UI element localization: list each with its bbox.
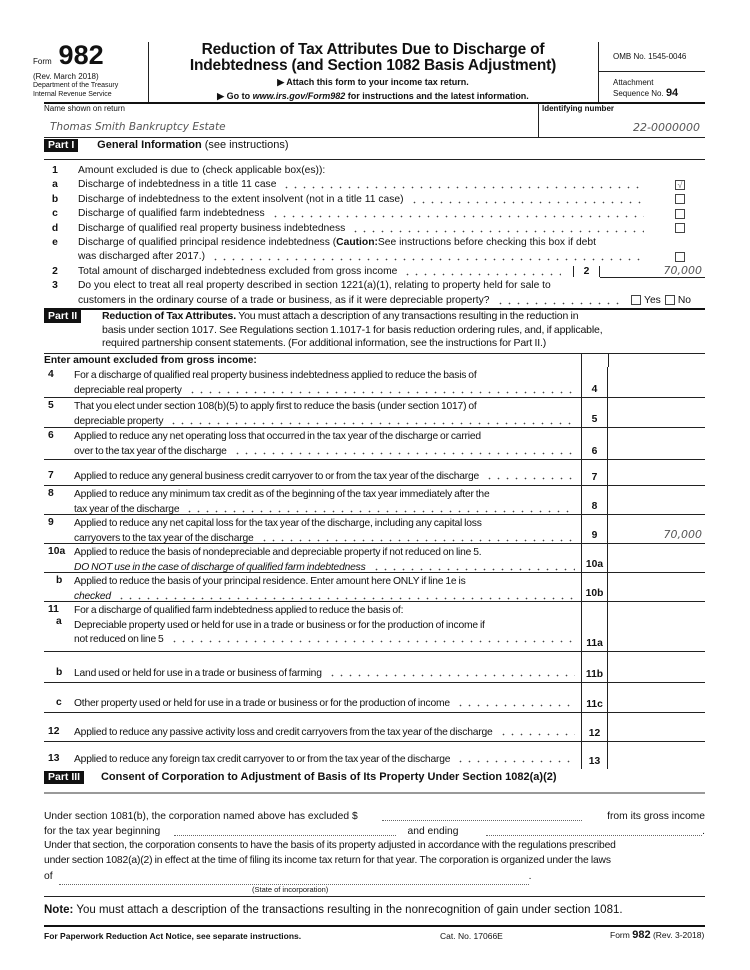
line-1 <box>44 163 705 178</box>
catalog-number: Cat. No. 17066E <box>440 931 503 941</box>
line-text: Applied to reduce any minimum tax credit as of the beginning of the tax year immediately after the <box>74 489 490 500</box>
line-letter: a <box>52 179 58 191</box>
part2-desc: You must attach a description of any transactions resulting in the reduction in <box>236 310 579 322</box>
line-9 <box>44 515 705 544</box>
line-text-cont: over to the tax year of the discharge <box>74 445 227 457</box>
sequence-number: 94 <box>665 87 679 99</box>
line-1e-cont <box>44 250 705 265</box>
attachment-seq <box>613 78 678 99</box>
form-title-block <box>148 42 598 102</box>
box-label: 8 <box>581 486 608 514</box>
line-text-cont: carryovers to the tax year of the discharge <box>74 532 254 544</box>
title-line-1: Reduction of Tax Attributes Due to Discharge of <box>201 41 545 58</box>
line-number: 6 <box>48 430 54 441</box>
line-2-amount[interactable]: 70,000 <box>600 264 705 278</box>
consent-text-4: under section 1082(a)(2) in effect at the time of filing its income tax return for that year. The corporation is organized under the laws <box>44 854 611 866</box>
line-text: Applied to reduce any net capital loss for the tax year of the discharge, including any capital loss <box>74 518 482 529</box>
line-2 <box>44 264 705 279</box>
part2-title: Reduction of Tax Attributes. <box>102 310 237 322</box>
line-text: Discharge of indebtedness in a title 11 case <box>78 179 277 191</box>
line-text-cont: not reduced on line 5 <box>74 634 164 645</box>
line-text: Discharge of indebtedness to the extent insolvent (not in a title 11 case) <box>78 193 404 205</box>
line-1b <box>44 192 705 207</box>
line-text: Depreciable property used or held for use in a trade or business or for the production of income if <box>74 619 485 631</box>
line-text: Amount excluded is due to (check applicable box(es)): <box>78 164 326 176</box>
excluded-amount-field[interactable] <box>382 810 582 821</box>
amount-field[interactable] <box>608 544 705 572</box>
irs: Internal Revenue Service <box>33 91 112 98</box>
line-text: That you elect under section 108(b)(5) to apply first to reduce the basis (under section 1017) of <box>74 401 477 412</box>
checkbox-1c[interactable] <box>675 209 685 219</box>
line-number: b <box>56 575 63 586</box>
state-caption: (State of incorporation) <box>252 884 329 894</box>
line-number: 11 <box>48 604 59 615</box>
line-3 <box>44 279 705 294</box>
line-10a <box>44 544 705 573</box>
no-label: No <box>677 294 691 306</box>
part1-note: (see instructions) <box>201 139 289 151</box>
line-number: c <box>56 697 62 708</box>
form-id-block <box>33 40 118 99</box>
box-label: 12 <box>581 713 608 741</box>
line-10b <box>44 573 705 602</box>
line-number: 5 <box>48 400 54 411</box>
line-text-cont: tax year of the discharge <box>74 503 180 515</box>
line-text: Applied to reduce any foreign tax credit carryover to or from the tax year of the discharge <box>74 754 451 765</box>
line-text: Applied to reduce any general business credit carryover to or from the tax year of the discharge <box>74 471 480 482</box>
box-label: 11b <box>581 652 608 682</box>
line-number: 7 <box>48 470 54 481</box>
attachment-label: Attachment <box>613 78 654 87</box>
box-label: 6 <box>581 428 608 459</box>
goto-post: for instructions and the latest information. <box>345 91 529 101</box>
checkbox-yes[interactable] <box>631 295 641 305</box>
part1-header <box>44 139 288 152</box>
checkbox-1d[interactable] <box>675 223 685 233</box>
consent-text-1b: from its gross income <box>607 811 705 822</box>
line-number: 9 <box>48 517 54 528</box>
line-number: 8 <box>48 488 54 499</box>
part2-desc-2: basis under section 1017. See Regulations section 1.1017-1 for basis reduction ordering rules, and, if applicable, <box>102 323 603 336</box>
footer-rev: (Rev. 3-2018) <box>652 930 705 940</box>
line-number: 13 <box>48 753 60 764</box>
yes-label: Yes <box>644 294 661 306</box>
part3-consent: Under section 1081(b), the corporation named above has excluded $ from its gross income for the tax year beginning and ending . Under that section, the corporation consents to have the basis of its property adjusted in accordance with the regulations prescribed under section 1082(a)(2) in effect at the time of filing its income tax return for that year. The corporation is organized under the laws of . (State of incorporation) <box>44 811 705 894</box>
amount-field[interactable] <box>608 683 705 712</box>
title-line-2: Indebtedness (and Section 1082 Basis Adjustment) <box>189 57 557 74</box>
line-11c <box>44 683 705 713</box>
part3-title: Consent of Corporation to Adjustment of Basis of Its Property Under Section 1082(a)(2) <box>100 771 557 783</box>
line-number: b <box>56 667 63 678</box>
line-letter: c <box>52 208 58 220</box>
line-text-cont: checked <box>74 590 111 602</box>
amount-field[interactable] <box>608 398 705 427</box>
line-number: 2 <box>52 265 58 277</box>
line-5 <box>44 398 705 428</box>
part2-label: Part II <box>44 310 81 323</box>
checkbox-1b[interactable] <box>675 194 685 204</box>
line-text: For a discharge of qualified real property business indebtedness applied to reduce the basis of <box>74 370 477 381</box>
line-11a <box>44 602 705 652</box>
department: Department of the Treasury <box>33 82 119 89</box>
tax-year-end-field[interactable] <box>486 825 702 836</box>
line-1e <box>44 235 705 250</box>
line-letter: e <box>52 236 58 248</box>
and-ending-label: and ending <box>407 825 459 837</box>
line-letter: d <box>51 222 59 234</box>
footer-form-number: 982 <box>632 929 651 941</box>
revision: (Rev. March 2018) <box>33 72 99 81</box>
amount-field[interactable] <box>608 460 705 485</box>
note-text: You must attach a description of the transactions resulting in the nonrecognition of gain under section 1081. <box>73 904 623 916</box>
line-text-intro: For a discharge of qualified farm indebtedness applied to reduce the basis of: <box>74 605 404 616</box>
box-label: 5 <box>581 398 608 427</box>
note <box>44 904 623 916</box>
line-text: Total amount of discharged indebtedness excluded from gross income <box>78 265 398 277</box>
enter-amount-label: Enter amount excluded from gross income: <box>44 355 257 366</box>
line-7 <box>44 460 705 486</box>
box-label: 11a <box>581 602 608 651</box>
line-1a <box>44 178 705 193</box>
box-label: 9 <box>581 515 608 543</box>
line-6 <box>44 428 705 460</box>
box-label: 11c <box>581 683 608 712</box>
amount-field[interactable] <box>608 573 705 601</box>
consent-text-2: for the tax year beginning <box>44 825 161 837</box>
line-text: Discharge of qualified principal residence indebtedness ( <box>78 236 337 248</box>
amount-field[interactable] <box>608 428 705 459</box>
omb-number: OMB No. 1545-0046 <box>613 52 687 61</box>
checkbox-1e[interactable] <box>675 252 685 262</box>
name-label: Name shown on return <box>44 104 125 113</box>
caution-label: Caution: <box>336 236 378 248</box>
checkbox-no[interactable] <box>665 295 675 305</box>
line-11b <box>44 652 705 683</box>
form-word: Form <box>33 57 52 66</box>
line-8 <box>44 486 705 515</box>
line-text: Do you elect to treat all real property described in section 1221(a)(1), relating to property held for sale to <box>78 280 551 292</box>
part3-label: Part III <box>44 771 84 784</box>
box-label: 10b <box>581 573 608 601</box>
line-letter: a <box>56 616 62 627</box>
amount-field[interactable] <box>608 652 705 682</box>
checkbox-1a[interactable]: √ <box>675 180 685 190</box>
line-1c <box>44 207 705 222</box>
box-label: 7 <box>581 460 608 485</box>
line-number: 10a <box>48 546 66 557</box>
name-field[interactable]: Thomas Smith Bankruptcy Estate <box>50 121 226 133</box>
part3-header <box>44 771 557 784</box>
box-label: 10a <box>581 544 608 572</box>
line-12 <box>44 713 705 742</box>
line-text-cont: DO NOT use in the case of discharge of qualified farm indebtedness <box>74 561 366 573</box>
line-text-cont: See instructions before checking this box if debt <box>377 236 596 248</box>
of-label: of <box>44 871 53 882</box>
attach-instruction: ▶ Attach this form to your income tax return. <box>277 77 469 87</box>
state-field[interactable] <box>59 874 529 885</box>
footer-form-id <box>610 929 704 941</box>
line-1d <box>44 221 705 236</box>
tax-year-begin-field[interactable] <box>174 825 396 836</box>
line-text: Discharge of qualified farm indebtedness <box>78 208 265 220</box>
line-text: was discharged after 2017.) <box>78 251 206 263</box>
line-text-cont: depreciable real property <box>74 384 182 396</box>
id-field[interactable]: 22-0000000 <box>633 121 700 134</box>
box-label: 2 <box>573 266 600 277</box>
amount-field[interactable] <box>608 367 705 397</box>
box-label: 4 <box>581 367 608 397</box>
footer-form-word: Form <box>610 930 630 940</box>
line-letter: b <box>51 193 59 205</box>
part1-title: General Information <box>97 139 202 151</box>
line-number: 3 <box>52 280 58 292</box>
consent-text-3: Under that section, the corporation consents to have the basis of its property adjusted in accordance with the regulations prescribed <box>44 840 616 851</box>
goto-pre: ▶ Go to <box>217 91 253 101</box>
form-number: 982 <box>58 40 104 70</box>
sequence-label: Sequence No. <box>613 89 664 98</box>
line-text: Land used or held for use in a trade or business of farming <box>74 668 322 679</box>
amount-field[interactable] <box>608 486 705 514</box>
line-number: 4 <box>48 369 54 380</box>
box-label: 13 <box>581 742 608 769</box>
part2-desc-3: required partnership consent statements. (For additional information, see the instructions for Part II.) <box>102 337 547 349</box>
line-text: Other property used or held for use in a trade or business or for the production of income <box>74 698 450 709</box>
line-number: 1 <box>52 164 58 176</box>
line-3-cont <box>44 293 705 308</box>
line-text: Discharge of qualified real property business indebtedness <box>78 222 346 234</box>
line-13 <box>44 742 705 769</box>
line-text-cont: depreciable property <box>74 415 164 427</box>
amount-field[interactable] <box>608 742 705 769</box>
note-label: Note: <box>44 904 74 916</box>
amount-field[interactable]: 70,000 <box>663 528 702 541</box>
irs-link[interactable]: www.irs.gov/Form982 <box>252 91 346 101</box>
id-label: Identifying number <box>542 104 614 113</box>
line-4 <box>44 367 705 398</box>
line-text: Applied to reduce the basis of nondepreciable and depreciable property if not reduced on line 5. <box>74 547 482 558</box>
line-text: Applied to reduce any net operating loss that occurred in the tax year of the discharge or carried <box>74 431 481 442</box>
line-number: 12 <box>48 726 60 737</box>
part1-label: Part I <box>44 139 78 152</box>
line-text: Applied to reduce any passive activity loss and credit carryovers from the tax year of the discharge <box>74 727 493 738</box>
amount-field[interactable] <box>608 602 705 651</box>
amount-field[interactable] <box>608 713 705 741</box>
line-text: Applied to reduce the basis of your principal residence. Enter amount here ONLY if line 1e is <box>74 576 466 587</box>
line-text: customers in the ordinary course of a trade or business, as if it were depreciable property? <box>78 294 490 306</box>
part2-header <box>44 310 705 351</box>
paperwork-notice: For Paperwork Reduction Act Notice, see separate instructions. <box>44 931 302 941</box>
consent-text-1: Under section 1081(b), the corporation named above has excluded $ <box>44 811 358 822</box>
